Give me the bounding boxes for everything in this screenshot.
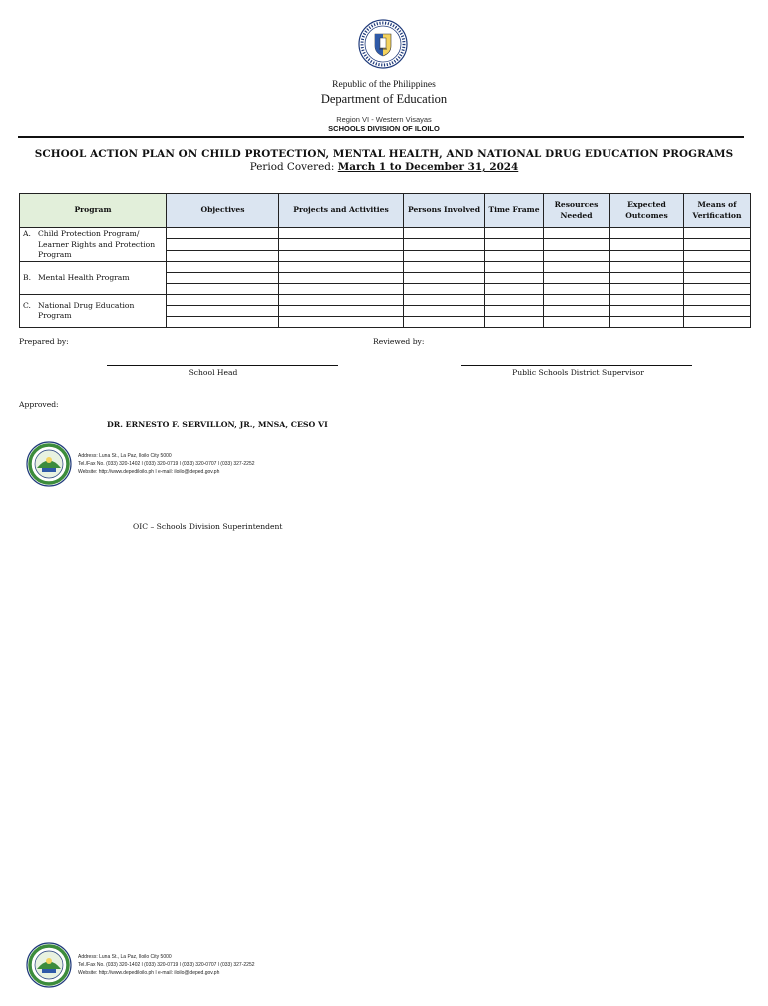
- table-cell[interactable]: [544, 316, 610, 327]
- table-cell[interactable]: [610, 294, 684, 305]
- table-cell[interactable]: [485, 283, 544, 294]
- column-header-resources: Resources Needed: [544, 194, 610, 228]
- table-cell[interactable]: [485, 316, 544, 327]
- table-cell[interactable]: [167, 239, 279, 250]
- table-row: [20, 228, 751, 239]
- program-letter: A.: [23, 229, 31, 238]
- footer-website: Website: http://www.depediloilo.ph l e-mail: iloilo@deped.gov.ph: [78, 469, 220, 475]
- period-label: Period Covered:: [249, 161, 335, 173]
- table-cell[interactable]: [610, 283, 684, 294]
- footer-website: Website: http://www.depediloilo.ph l e-mail: iloilo@deped.gov.ph: [78, 970, 220, 976]
- table-cell[interactable]: [167, 261, 279, 272]
- supervisor-signature-line: [461, 365, 692, 366]
- table-cell[interactable]: [167, 316, 279, 327]
- table-cell[interactable]: [279, 250, 404, 261]
- table-cell[interactable]: [279, 272, 404, 283]
- division-footer: [26, 441, 346, 489]
- table-cell[interactable]: [684, 239, 751, 250]
- republic-label: Republic of the Philippines: [332, 80, 436, 90]
- table-cell[interactable]: [485, 250, 544, 261]
- table-cell[interactable]: [404, 239, 485, 250]
- footer-address: Address: Luna St., La Paz, Iloilo City 5000: [78, 453, 172, 459]
- period-covered: [0, 161, 768, 173]
- table-cell[interactable]: [544, 261, 610, 272]
- footer-phone: Tel./Fax No. (033) 320-1402 l (033) 320-0719 l (033) 320-0707 l (033) 327-2252: [78, 962, 255, 968]
- table-row: [20, 261, 751, 272]
- table-cell[interactable]: [610, 239, 684, 250]
- department-label: Department of Education: [320, 92, 448, 106]
- table-cell[interactable]: [485, 228, 544, 239]
- program-cell-a: [20, 228, 167, 262]
- table-cell[interactable]: [279, 294, 404, 305]
- page-footer: [26, 942, 346, 990]
- table-cell[interactable]: [544, 239, 610, 250]
- program-name: National Drug Education Program: [38, 300, 135, 321]
- table-cell[interactable]: [544, 272, 610, 283]
- table-cell[interactable]: [167, 250, 279, 261]
- column-header-persons: Persons Involved: [404, 194, 485, 228]
- table-cell[interactable]: [279, 239, 404, 250]
- column-header-verification: Means of Verification: [684, 194, 751, 228]
- program-name: Mental Health Program: [38, 273, 130, 283]
- table-cell[interactable]: [404, 305, 485, 316]
- table-cell[interactable]: [544, 228, 610, 239]
- table-cell[interactable]: [485, 261, 544, 272]
- table-cell[interactable]: [167, 283, 279, 294]
- document-title: SCHOOL ACTION PLAN ON CHILD PROTECTION, MENTAL HEALTH, AND NATIONAL DRUG EDUCATION PROGRAMS: [34, 148, 734, 160]
- reviewed-by-label: Reviewed by:: [373, 337, 425, 346]
- table-cell[interactable]: [167, 272, 279, 283]
- table-cell[interactable]: [610, 250, 684, 261]
- table-cell[interactable]: [544, 294, 610, 305]
- column-header-time-frame: Time Frame: [485, 194, 544, 228]
- table-cell[interactable]: [279, 283, 404, 294]
- table-row: [20, 294, 751, 305]
- table-cell[interactable]: [684, 316, 751, 327]
- table-cell[interactable]: [167, 228, 279, 239]
- approved-label: Approved:: [19, 400, 59, 409]
- region-label: Region VI - Western Visayas: [336, 115, 432, 124]
- table-cell[interactable]: [404, 316, 485, 327]
- table-cell[interactable]: [485, 294, 544, 305]
- table-cell[interactable]: [610, 316, 684, 327]
- column-header-projects: Projects and Activities: [279, 194, 404, 228]
- table-cell[interactable]: [167, 305, 279, 316]
- table-header-row: [20, 194, 751, 228]
- school-head-caption: School Head: [188, 368, 238, 377]
- approver-name: DR. ERNESTO F. SERVILLON, JR., MNSA, CESO VI: [107, 420, 328, 429]
- table-cell[interactable]: [544, 283, 610, 294]
- footer-phone: Tel./Fax No. (033) 320-1402 l (033) 320-0719 l (033) 320-0707 l (033) 327-2252: [78, 461, 255, 467]
- table-cell[interactable]: [404, 294, 485, 305]
- footer-address: Address: Luna St., La Paz, Iloilo City 5000: [78, 954, 172, 960]
- school-head-signature-line: [107, 365, 338, 366]
- approver-title: OIC – Schools Division Superintendent: [133, 522, 283, 531]
- table-cell[interactable]: [279, 228, 404, 239]
- table-cell[interactable]: [404, 228, 485, 239]
- deped-seal-icon: [358, 19, 408, 69]
- table-cell[interactable]: [610, 305, 684, 316]
- prepared-by-label: Prepared by:: [19, 337, 69, 346]
- table-cell[interactable]: [684, 250, 751, 261]
- table-cell[interactable]: [544, 250, 610, 261]
- column-header-program: Program: [20, 194, 167, 228]
- table-cell[interactable]: [404, 261, 485, 272]
- table-cell[interactable]: [684, 283, 751, 294]
- table-cell[interactable]: [167, 294, 279, 305]
- division-seal-icon: [26, 441, 72, 487]
- table-cell[interactable]: [684, 305, 751, 316]
- period-value: March 1 to December 31, 2024: [337, 161, 519, 173]
- table-cell[interactable]: [485, 239, 544, 250]
- action-plan-table: [19, 193, 751, 328]
- program-letter: B.: [23, 273, 31, 283]
- table-cell[interactable]: [485, 305, 544, 316]
- header-divider: [18, 136, 744, 138]
- program-cell-b: [20, 261, 167, 294]
- table-cell[interactable]: [404, 272, 485, 283]
- division-seal-icon: [26, 942, 72, 988]
- table-cell[interactable]: [485, 272, 544, 283]
- table-cell[interactable]: [684, 272, 751, 283]
- table-cell[interactable]: [684, 261, 751, 272]
- program-cell-c: [20, 294, 167, 327]
- table-cell[interactable]: [404, 250, 485, 261]
- table-cell[interactable]: [610, 272, 684, 283]
- column-header-objectives: Objectives: [167, 194, 279, 228]
- program-letter: C.: [23, 300, 31, 310]
- table-cell[interactable]: [544, 305, 610, 316]
- table-cell[interactable]: [279, 316, 404, 327]
- table-cell[interactable]: [610, 261, 684, 272]
- division-label: SCHOOLS DIVISION OF ILOILO: [328, 124, 440, 133]
- table-cell[interactable]: [279, 261, 404, 272]
- column-header-outcomes: Expected Outcomes: [610, 194, 684, 228]
- table-cell[interactable]: [279, 305, 404, 316]
- table-cell[interactable]: [610, 228, 684, 239]
- table-cell[interactable]: [404, 283, 485, 294]
- program-name: Child Protection Program/ Learner Rights and Protection Program: [38, 229, 156, 260]
- table-cell[interactable]: [684, 228, 751, 239]
- table-cell[interactable]: [684, 294, 751, 305]
- supervisor-caption: Public Schools District Supervisor: [512, 368, 644, 377]
